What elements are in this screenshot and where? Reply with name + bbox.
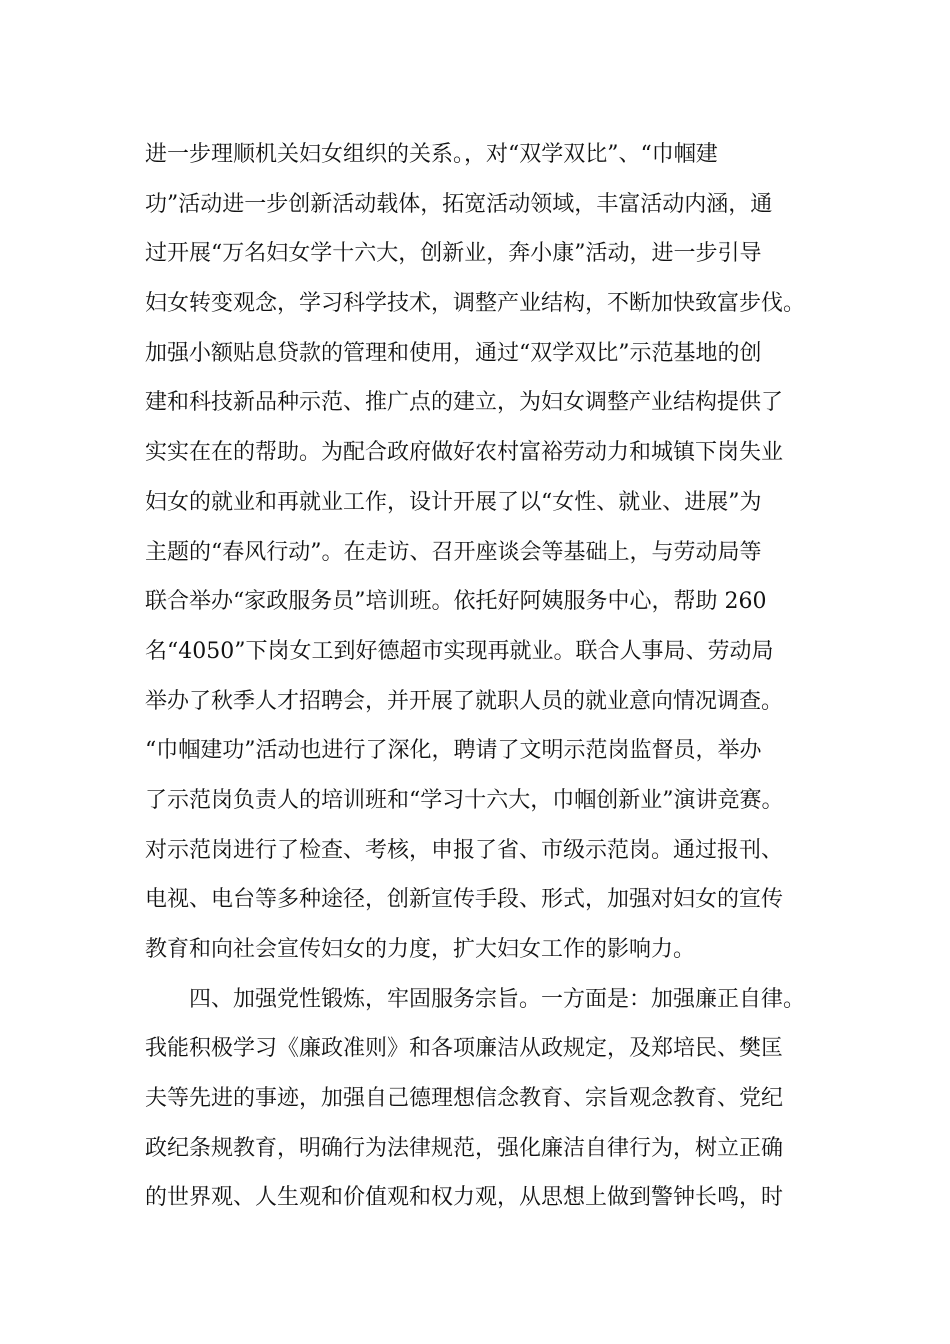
text-line: 功”活动进一步创新活动载体，拓宽活动领域，丰富活动内涵，通	[145, 191, 773, 217]
text-line: 主题的“春风行动”。在走访、召开座谈会等基础上，与劳动局等	[145, 539, 762, 565]
text-line: 过开展“万名妇女学十六大，创新业，奔小康”活动，进一步引导	[145, 241, 762, 267]
text-line: 妇女的就业和再就业工作，设计开展了以“女性、就业、进展”为	[145, 489, 762, 515]
text-line: 教育和向社会宣传妇女的力度，扩大妇女工作的影响力。	[145, 937, 696, 962]
document-body	[145, 130, 835, 1223]
text-line: 电视、电台等多种途径，创新宣传手段、形式，加强对妇女的宣传	[145, 887, 784, 913]
text-line: 联合举办“家政服务员”培训班。依托好阿姨服务中心，帮助 260	[145, 589, 767, 615]
text-line: 进一步理顺机关妇女组织的关系。，对“双学双比”、“巾帼建	[145, 142, 718, 167]
paragraph-first-line: 四、加强党性锻炼，牢固服务宗旨。一方面是：加强廉正自律。	[189, 986, 806, 1012]
text-line: “巾帼建功”活动也进行了深化，聘请了文明示范岗监督员，举办	[145, 738, 762, 764]
text-line: 举办了秋季人才招聘会，并开展了就职人员的就业意向情况调查。	[145, 688, 784, 714]
text-line: 了示范岗负责人的培训班和“学习十六大，巾帼创新业”演讲竞赛。	[145, 787, 784, 813]
text-line: 我能积极学习《廉政准则》和各项廉洁从政规定，及郑培民、樊匡	[145, 1036, 784, 1062]
text-line: 实实在在的帮助。为配合政府做好农村富裕劳动力和城镇下岗失业	[145, 440, 784, 466]
text-line: 夫等先进的事迹，加强自己德理想信念教育、宗旨观念教育、党纪	[145, 1086, 784, 1112]
text-line: 妇女转变观念，学习科学技术，调整产业结构，不断加快致富步伐。	[145, 291, 806, 317]
text-line: 建和科技新品种示范、推广点的建立，为妇女调整产业结构提供了	[145, 390, 784, 416]
text-line: 的世界观、人生观和价值观和权力观，从思想上做到警钟长鸣，时	[145, 1185, 784, 1211]
text-line: 政纪条规教育，明确行为法律规范，强化廉洁自律行为，树立正确	[145, 1135, 784, 1161]
text-line: 加强小额贴息贷款的管理和使用，通过“双学双比”示范基地的创	[145, 340, 762, 366]
text-line: 名“4050”下岗女工到好德超市实现再就业。联合人事局、劳动局	[145, 638, 774, 664]
text-line: 对示范岗进行了检查、考核，申报了省、市级示范岗。通过报刊、	[145, 837, 784, 863]
